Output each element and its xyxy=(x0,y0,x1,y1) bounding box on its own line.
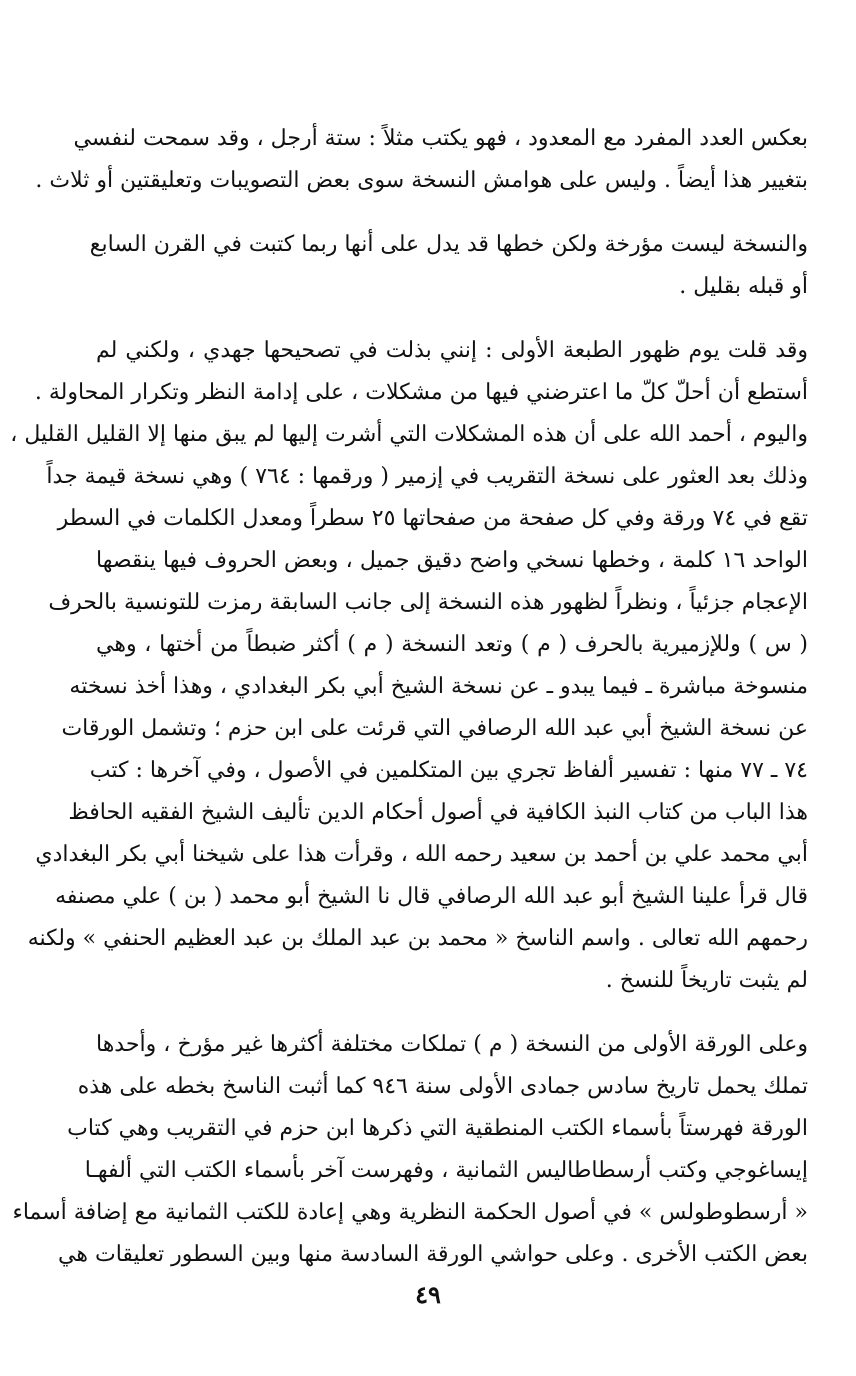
text-line: لم يثبت تاريخاً للنسخ . xyxy=(605,968,808,993)
paragraph-3 xyxy=(10,330,808,1002)
text-line: أبي محمد علي بن أحمد بن سعيد رحمه الله ، وقرأت هذا على شيخنا أبي بكر البغدادي xyxy=(35,842,808,867)
text-line: بتغيير هذا أيضاً . وليس على هوامش النسخة سوى بعض التصويبات وتعليقتين أو ثلاث . xyxy=(35,168,808,193)
text-line: عن نسخة الشيخ أبي عبد الله الرصافي التي قرئت على ابن حزم ؛ وتشمل الورقات xyxy=(61,716,808,741)
body-text xyxy=(10,118,808,1298)
text-line: أو قبله بقليل . xyxy=(679,274,808,299)
text-line: واليوم ، أحمد الله على أن هذه المشكلات التي أشرت إليها لم يبق منها إلا القليل القليل ، xyxy=(10,422,808,447)
text-line: وعلى الورقة الأولى من النسخة ( م ) تملكات مختلفة أكثرها غير مؤرخ ، وأحدها xyxy=(96,1032,808,1057)
text-line: ( س ) وللإزميرية بالحرف ( م ) وتعد النسخة ( م ) أكثر ضبطاً من أختها ، وهي xyxy=(96,632,808,657)
text-line: إيساغوجي وكتب أرسطاطاليس الثمانية ، وفهرست آخر بأسماء الكتب التي ألفهـا xyxy=(84,1158,808,1183)
paragraph-2 xyxy=(89,224,808,308)
text-line: والنسخة ليست مؤرخة ولكن خطها قد يدل على أنها ربما كتبت في القرن السابع xyxy=(89,232,808,257)
text-line: قال قرأ علينا الشيخ أبو عبد الله الرصافي قال نا الشيخ أبو محمد ( بن ) علي مصنفه xyxy=(55,884,808,909)
text-line: بعض الكتب الأخرى . وعلى حواشي الورقة السادسة منها وبين السطور تعليقات هي xyxy=(58,1242,808,1267)
text-line: ٧٤ ـ ٧٧ منها : تفسير ألفاظ تجري بين المتكلمين في الأصول ، وفي آخرها : كتب xyxy=(89,758,808,783)
page-number: ٤٩ xyxy=(415,1280,441,1309)
paragraph-4 xyxy=(12,1024,808,1276)
text-line: « أرسطوطولس » في أصول الحكمة النظرية وهي إعادة للكتب الثمانية مع إضافة أسماء xyxy=(12,1200,808,1225)
text-line: تملك يحمل تاريخ سادس جمادى الأولى سنة ٩٤٦ كما أثبت الناسخ بخطه على هذه xyxy=(77,1074,808,1099)
text-line: أستطع أن أحلّ كلّ ما اعترضني فيها من مشكلات ، على إدامة النظر وتكرار المحاولة . xyxy=(34,380,808,405)
text-line: رحمهم الله تعالى . واسم الناسخ « محمد بن عبد الملك بن عبد العظيم الحنفي » ولكنه xyxy=(27,926,808,951)
text-line: هذا الباب من كتاب النبذ الكافية في أصول أحكام الدين تأليف الشيخ الفقيه الحافظ xyxy=(68,800,808,825)
paragraph-1 xyxy=(35,118,808,202)
text-line: منسوخة مباشرة ـ فيما يبدو ـ عن نسخة الشيخ أبي بكر البغدادي ، وهذا أخذ نسخته xyxy=(69,674,808,699)
text-line: الإعجام جزئياً ، ونظراً لظهور هذه النسخة إلى جانب السابقة رمزت للتونسية بالحرف xyxy=(48,590,808,615)
text-line: تقع في ٧٤ ورقة وفي كل صفحة من صفحاتها ٢٥ سطراً ومعدل الكلمات في السطر xyxy=(57,506,808,531)
text-line: بعكس العدد المفرد مع المعدود ، فهو يكتب مثلاً : ستة أرجل ، وقد سمحت لنفسي xyxy=(73,126,808,151)
text-line: الورقة فهرستاً بأسماء الكتب المنطقية التي ذكرها ابن حزم في التقريب وهي كتاب xyxy=(67,1116,808,1141)
text-line: الواحد ١٦ كلمة ، وخطها نسخي واضح دقيق جميل ، وبعض الحروف فيها ينقصها xyxy=(96,548,808,573)
text-line: وقد قلت يوم ظهور الطبعة الأولى : إنني بذلت في تصحيحها جهدي ، ولكني لم xyxy=(96,338,808,363)
text-line: وذلك بعد العثور على نسخة التقريب في إزمير ( ورقمها : ٧٦٤ ) وهي نسخة قيمة جداً xyxy=(46,464,808,489)
